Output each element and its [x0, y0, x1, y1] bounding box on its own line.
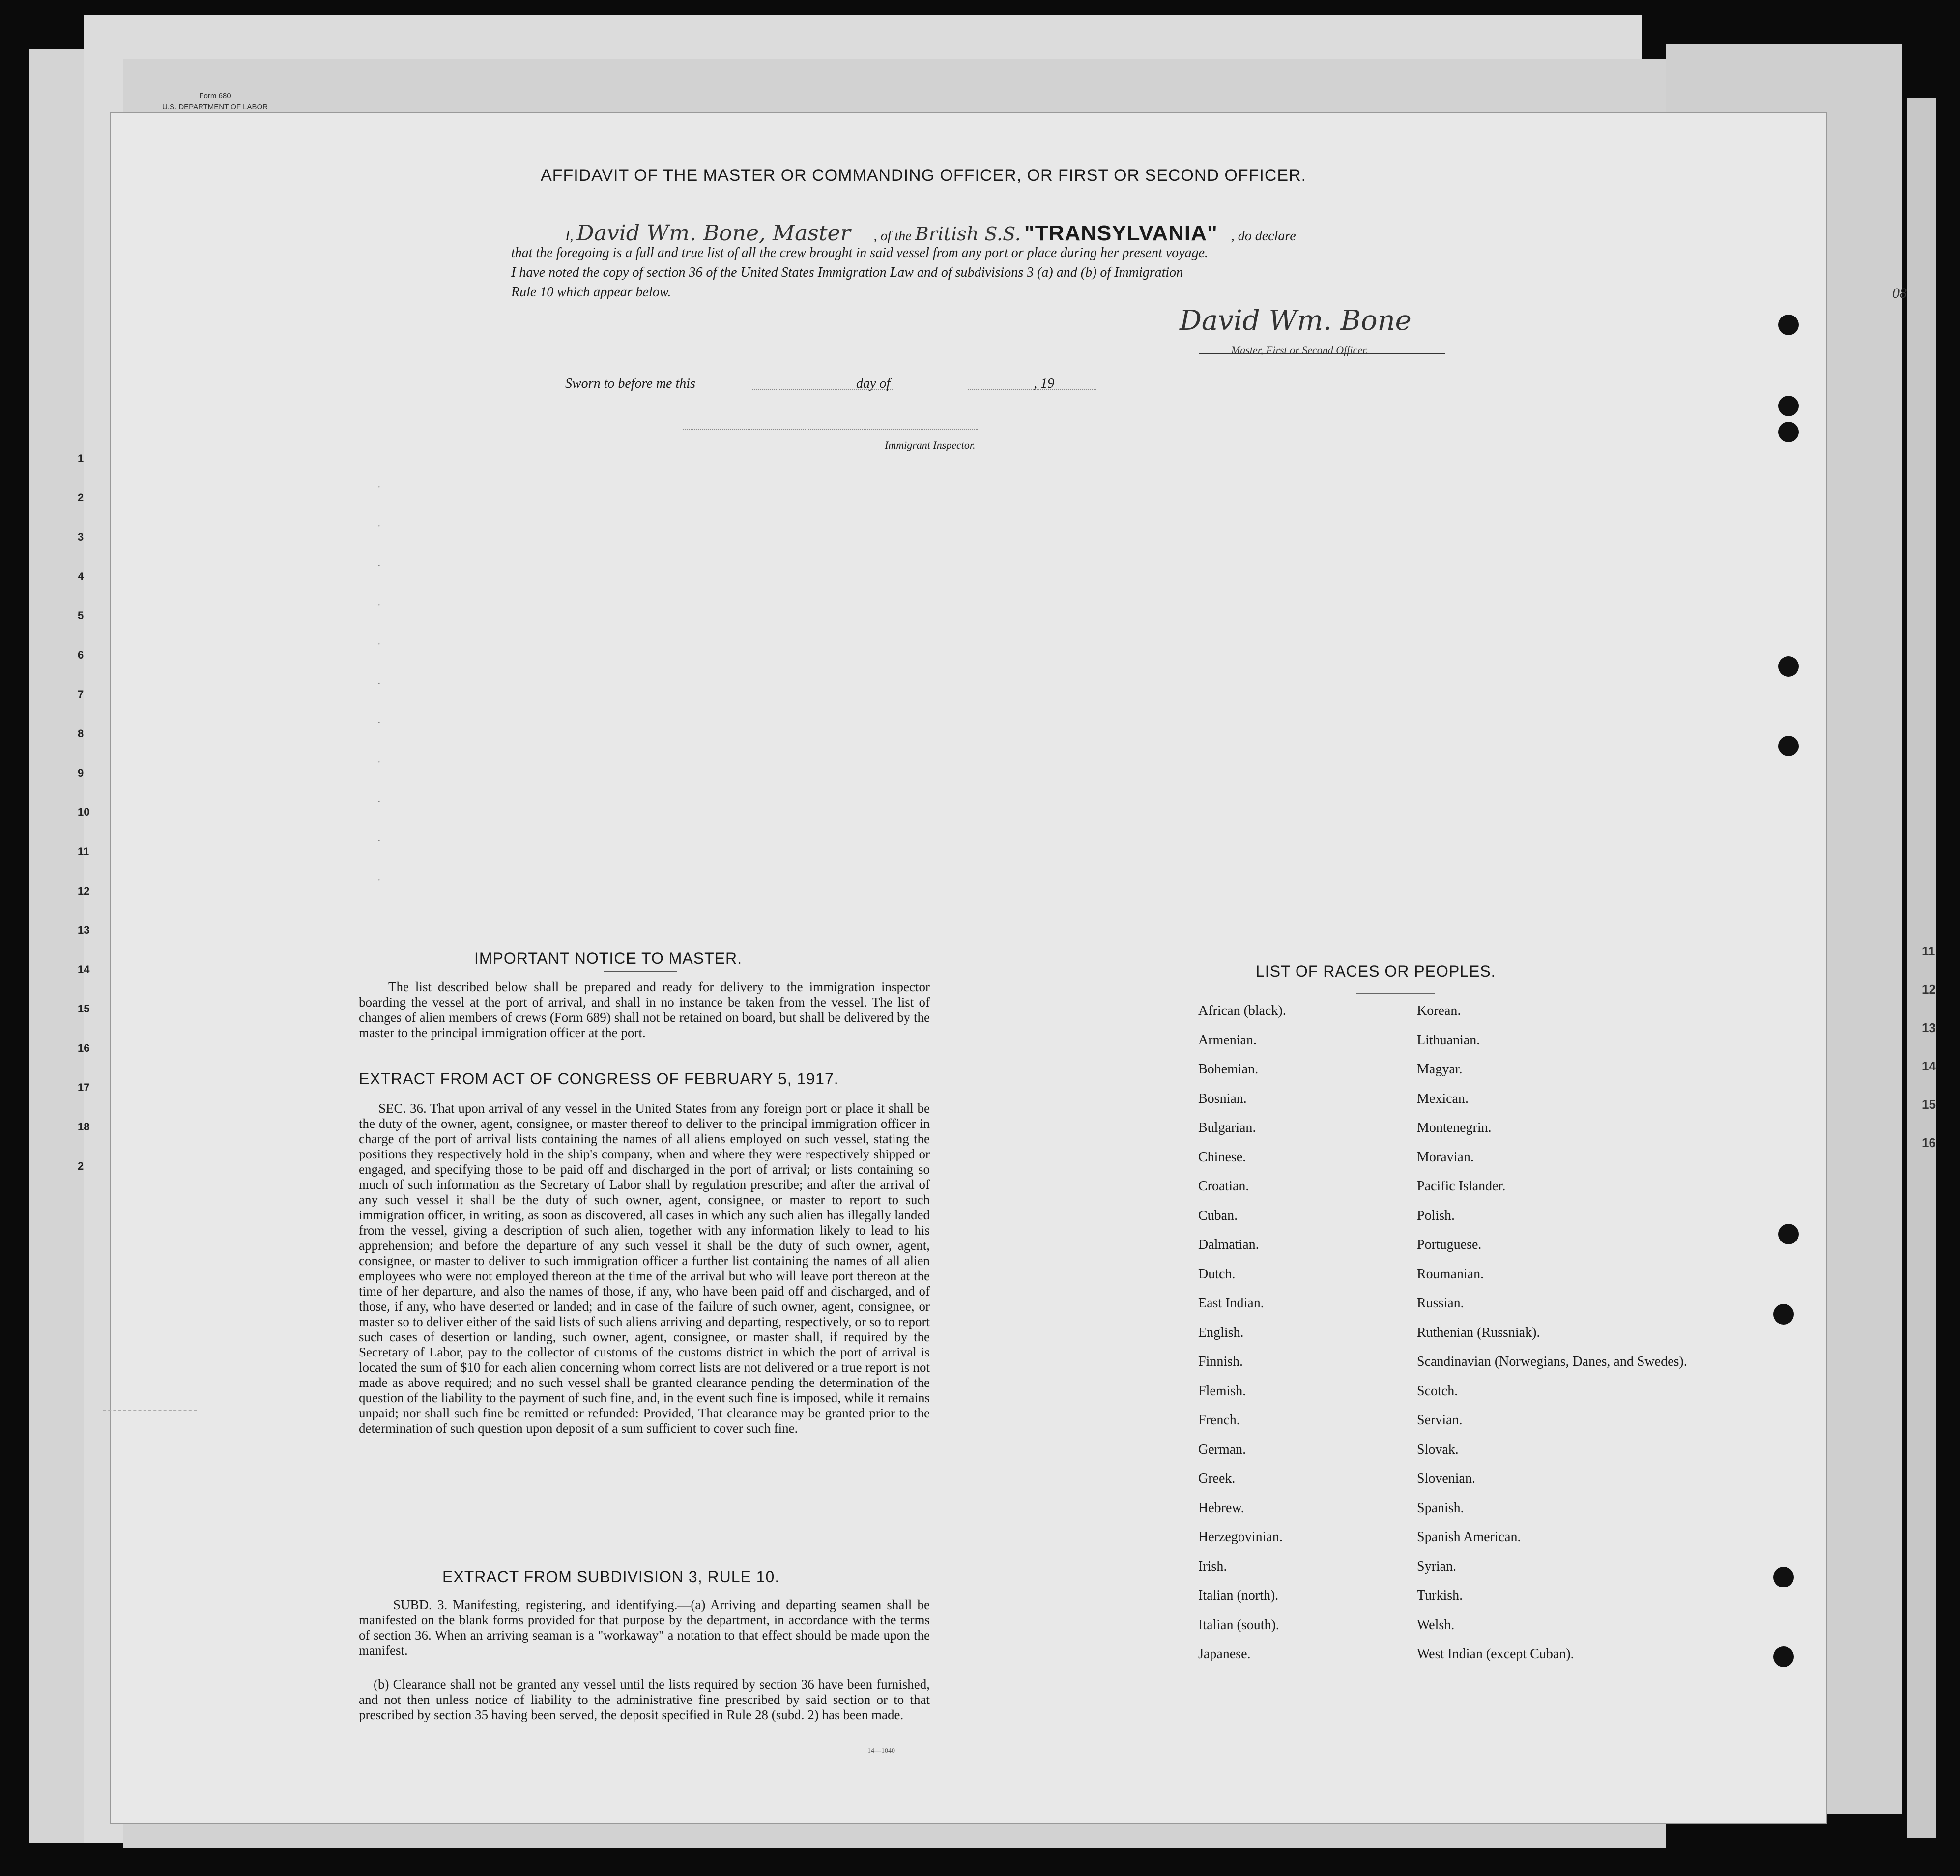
race-entry: Finnish.: [1198, 1354, 1243, 1369]
race-entry: Scotch.: [1417, 1383, 1458, 1399]
race-entry: Lithuanian.: [1417, 1032, 1480, 1048]
races-underline: [1356, 993, 1435, 994]
punch-hole: [1778, 396, 1799, 416]
race-entry: Armenian.: [1198, 1032, 1257, 1048]
notice-underline: [604, 971, 677, 972]
margin-number: 18: [78, 1121, 90, 1133]
declaration: [511, 221, 1455, 302]
race-entry: Italian (north).: [1198, 1588, 1279, 1603]
race-entry: Welsh.: [1417, 1617, 1455, 1633]
race-entry: Cuban.: [1198, 1208, 1238, 1223]
race-entry: Scandinavian (Norwegians, Danes, and Swedes).: [1417, 1354, 1687, 1369]
punch-hole: [1773, 1304, 1794, 1325]
race-entry: Spanish.: [1417, 1500, 1464, 1516]
margin-number: 7: [78, 688, 84, 700]
margin-number: 2: [78, 491, 84, 504]
race-entry: Turkish.: [1417, 1588, 1463, 1603]
line-dot: ·: [377, 718, 381, 728]
line-dot: ·: [377, 757, 381, 768]
i-label: I,: [565, 229, 574, 244]
race-entry: Korean.: [1417, 1003, 1461, 1018]
form-number: Form 680: [199, 92, 231, 100]
margin-number: 15: [1922, 1097, 1936, 1112]
department-name: U.S. DEPARTMENT OF LABOR: [162, 103, 268, 111]
line-dot: ·: [377, 678, 381, 689]
left-margin-numbers: [78, 452, 92, 1199]
race-entry: Moravian.: [1417, 1149, 1474, 1165]
margin-number: 12: [78, 885, 90, 897]
punch-hole: [1778, 736, 1799, 756]
of-the-label: , of the: [873, 229, 912, 244]
race-entry: Slovenian.: [1417, 1471, 1475, 1486]
race-entry: Servian.: [1417, 1413, 1463, 1428]
race-entry: Dalmatian.: [1198, 1237, 1259, 1252]
margin-number: 15: [78, 1003, 90, 1015]
rule-extract-text-a: SUBD. 3. Manifesting, registering, and identifying.—(a) Arriving and departing seamen shall be manifested on the blank forms provided for that purpose by the department, in accordance with the terms of section 36. When an arriving seaman is a "workaway" a notation to that effect should be made upon the manifest.: [359, 1597, 930, 1658]
margin-number: 6: [78, 649, 84, 661]
right-margin-numbers: [1922, 944, 1941, 1174]
line-dot: ·: [377, 560, 381, 571]
inspector-caption: Immigrant Inspector.: [885, 439, 976, 451]
dotted-field: [968, 389, 1096, 390]
race-entry: Bulgarian.: [1198, 1120, 1256, 1135]
act-extract-text: SEC. 36. That upon arrival of any vessel in the United States from any foreign port or place it shall be the duty of the owner, agent, consignee, or master thereof to deliver to the principal immigration officer in charge of the port of arrival lists containing the names of all aliens employed on such vessel, stating the positions they respectively hold in the ship's company, when and where they were respectively shipped or engaged, and specifying those to be paid off and discharged in the port of arrival; or lists containing so much of such information as the Secretary of Labor shall by regulation prescribe; and after the arrival of any such vessel it shall be the duty of such owner, agent, consignee, or master to report to such immigration officer, in writing, as soon as discovered, all cases in which any such alien has illegally landed from the vessel, giving a description of such alien, together with any information likely to lead to his apprehension; and before the departure of any such vessel it shall be the duty of such owner, agent, consignee, or master to deliver to such immigration officer a further list containing the names of all alien employees who were not employed thereon at the time of the arrival but who will leave port thereon at the time of her departure, and also the names of those, if any, who have been paid off and discharged, and of those, if any, who have deserted or landed; and in case of the failure of such owner, agent, consignee, or master so to deliver either of the said lists of such aliens arriving and departing, respectively, or so to report such cases of desertion or landing, such owner, agent, consignee, or master shall, if required by the Secretary of Labor, pay to the collector of customs of the customs district in which the port of arrival is located the sum of $10 for each alien concerning whom correct lists are not delivered or a true report is not made as above required; and no such vessel shall be granted clearance pending the determination of the question of the liability to the payment of such fine, and, in the event such fine is imposed, while it remains unpaid; nor shall such fine be remitted or refunded: Provided, That clearance may be granted prior to the determination of such question upon deposit of a sum sufficient to cover such fine.: [359, 1101, 930, 1436]
line-dot: ·: [377, 836, 381, 846]
race-entry: Herzegovinian.: [1198, 1530, 1283, 1545]
margin-number: 11: [78, 845, 89, 858]
punch-hole: [1778, 315, 1799, 335]
races-column-1: [1198, 1004, 1286, 1676]
inspector-signature-line: [683, 429, 978, 430]
race-entry: Flemish.: [1198, 1383, 1246, 1399]
master-name-handwritten: David Wm. Bone, Master: [576, 221, 851, 246]
ship-name: "TRANSYLVANIA": [1024, 221, 1218, 245]
margin-number: 3: [78, 531, 84, 543]
race-entry: Bosnian.: [1198, 1091, 1247, 1106]
race-entry: Magyar.: [1417, 1062, 1463, 1077]
punch-hole: [1773, 1646, 1794, 1667]
act-extract-heading: EXTRACT FROM ACT OF CONGRESS OF FEBRUARY 5, 1917.: [359, 1070, 839, 1088]
margin-number: 4: [78, 570, 84, 582]
dotted-field: [752, 389, 894, 390]
blank-line-markers: [377, 482, 387, 914]
margin-number: 16: [1922, 1135, 1936, 1150]
race-entry: Montenegrin.: [1417, 1120, 1492, 1135]
margin-number: 13: [78, 924, 90, 936]
tear-line: [103, 1410, 197, 1411]
margin-number: 10: [78, 806, 90, 818]
margin-number: 12: [1922, 982, 1936, 997]
margin-number: 1: [78, 452, 84, 464]
day-of-label: day of: [856, 376, 891, 391]
race-entry: Japanese.: [1198, 1646, 1251, 1662]
race-entry: Spanish American.: [1417, 1530, 1521, 1545]
affidavit-title: AFFIDAVIT OF THE MASTER OR COMMANDING OFFICER, OR FIRST OR SECOND OFFICER.: [541, 166, 1307, 185]
year-label: , 19: [1034, 376, 1055, 391]
race-entry: German.: [1198, 1442, 1246, 1457]
race-entry: Hebrew.: [1198, 1500, 1244, 1516]
race-entry: Irish.: [1198, 1559, 1227, 1574]
punch-hole: [1778, 656, 1799, 677]
signature-caption: Master, First or Second Officer.: [1231, 344, 1368, 356]
line-dot: ·: [377, 796, 381, 807]
punch-hole: [1778, 422, 1799, 442]
print-code: 14—1040: [867, 1747, 895, 1755]
notice-heading: IMPORTANT NOTICE TO MASTER.: [474, 950, 742, 967]
race-entry: Croatian.: [1198, 1179, 1249, 1194]
margin-number: 16: [78, 1042, 90, 1054]
race-entry: Ruthenian (Russniak).: [1417, 1325, 1540, 1340]
race-entry: Syrian.: [1417, 1559, 1457, 1574]
race-entry: Chinese.: [1198, 1149, 1246, 1165]
race-entry: Bohemian.: [1198, 1062, 1259, 1077]
margin-number: 14: [78, 963, 90, 976]
race-entry: Mexican.: [1417, 1091, 1469, 1106]
line-dot: ·: [377, 482, 381, 492]
race-entry: Pacific Islander.: [1417, 1179, 1506, 1194]
do-declare-label: , do declare: [1231, 229, 1296, 244]
margin-number: 13: [1922, 1020, 1936, 1035]
rule-extract-heading: EXTRACT FROM SUBDIVISION 3, RULE 10.: [442, 1568, 780, 1586]
declaration-line: Rule 10 which appear below.: [511, 285, 671, 300]
line-dot: ·: [377, 521, 381, 532]
race-entry: English.: [1198, 1325, 1244, 1340]
nationality-handwritten: British S.S.: [915, 223, 1021, 245]
master-signature: David Wm. Bone: [1180, 305, 1412, 337]
line-dot: ·: [377, 639, 381, 650]
page-number-fragment: 08: [1892, 285, 1907, 301]
margin-number: 14: [1922, 1059, 1936, 1073]
margin-number: 11: [1922, 944, 1935, 958]
race-entry: Greek.: [1198, 1471, 1236, 1486]
sworn-label: Sworn to before me this: [565, 376, 695, 391]
margin-number: 2: [78, 1160, 84, 1172]
race-entry: French.: [1198, 1413, 1240, 1428]
races-heading: LIST OF RACES OR PEOPLES.: [1256, 962, 1496, 980]
punch-hole: [1778, 1224, 1799, 1244]
margin-number: 9: [78, 767, 84, 779]
race-entry: Russian.: [1417, 1296, 1464, 1311]
race-entry: Italian (south).: [1198, 1617, 1279, 1633]
margin-number: 17: [78, 1081, 90, 1094]
punch-hole: [1773, 1567, 1794, 1587]
races-column-2: [1417, 1004, 1687, 1676]
margin-number: 5: [78, 609, 84, 622]
line-dot: ·: [377, 600, 381, 610]
race-entry: West Indian (except Cuban).: [1417, 1646, 1574, 1662]
race-entry: East Indian.: [1198, 1296, 1264, 1311]
rule-extract-text-b: (b) Clearance shall not be granted any vessel until the lists required by section 36 have been furnished, and not then unless notice of liability to the administrative fine prescribed by said section or to that prescribed by section 35 having been served, the deposit specified in Rule 28 (subd. 2) has been made.: [359, 1677, 930, 1722]
race-entry: African (black).: [1198, 1003, 1286, 1018]
race-entry: Polish.: [1417, 1208, 1455, 1223]
declaration-line: that the foregoing is a full and true list of all the crew brought in said vessel from any port or place during her present voyage.: [511, 245, 1209, 260]
line-dot: ·: [377, 875, 381, 886]
race-entry: Portuguese.: [1417, 1237, 1482, 1252]
race-entry: Roumanian.: [1417, 1266, 1484, 1282]
race-entry: Slovak.: [1417, 1442, 1459, 1457]
declaration-line: I have noted the copy of section 36 of the United States Immigration Law and of subdivisions 3 (a) and (b) of Immigration: [511, 265, 1183, 280]
race-entry: Dutch.: [1198, 1266, 1236, 1282]
notice-text: The list described below shall be prepared and ready for delivery to the immigration inspector boarding the vessel at the port of arrival, and shall in no instance be taken from the vessel. The list of changes of alien members of crews (Form 689) shall not be retained on board, but shall be delivered by the master to the principal immigration officer at the port.: [359, 980, 930, 1040]
margin-number: 8: [78, 727, 84, 740]
